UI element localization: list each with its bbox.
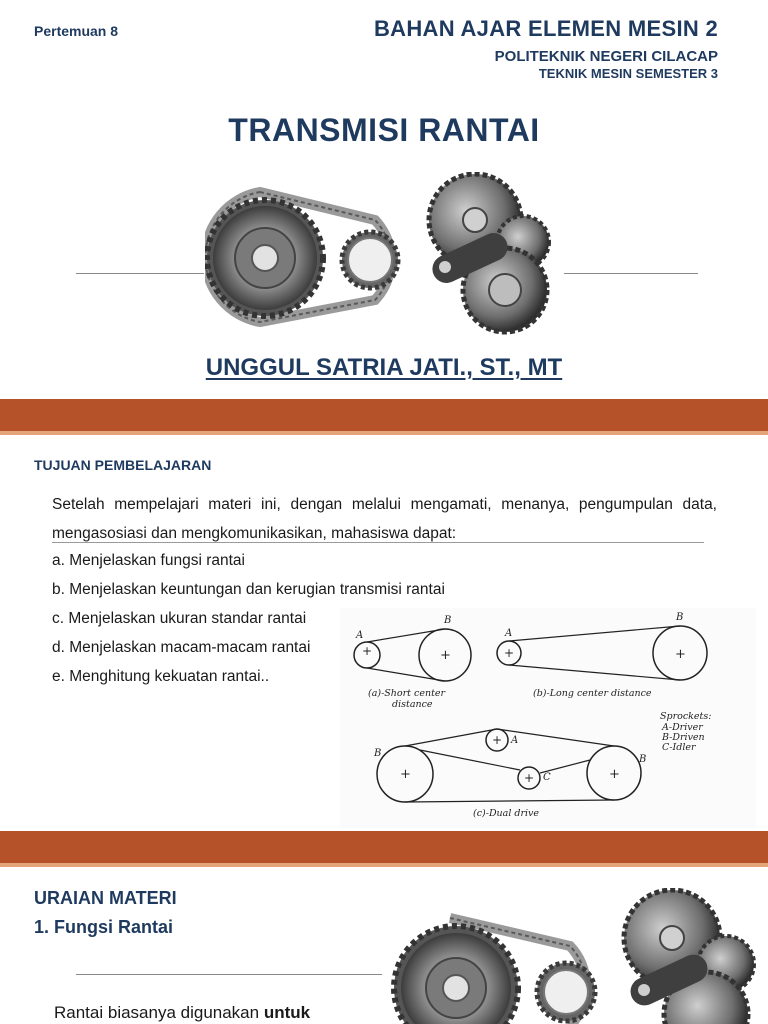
objectives-intro: Setelah mempelajari materi ini, dengan melalui mengamati, menanya, pengumpulan data, mengasosiasi dan mengkomunikasikan, mahasiswa dapat: — [52, 496, 717, 542]
meeting-label: Pertemuan 8 — [34, 23, 119, 39]
objective-item: a. Menjelaskan fungsi rantai — [52, 552, 246, 569]
caption-short-center-2: distance — [392, 699, 433, 710]
label-a: A — [356, 630, 364, 641]
svg-text:+: + — [524, 771, 535, 785]
chain-sprocket-image — [205, 172, 565, 337]
label-a: A — [511, 735, 519, 746]
label-b: B — [639, 754, 647, 765]
legend-driven: B-Driven — [662, 732, 705, 743]
caption-short-center: (a)-Short center — [368, 688, 446, 699]
caption-long-center: (b)-Long center distance — [533, 688, 652, 699]
objectives-heading: TUJUAN PEMBELAJARAN — [34, 457, 212, 473]
objective-item: c. Menjelaskan ukuran standar rantai — [52, 610, 307, 627]
objective-item: d. Menjelaskan macam-macam rantai — [52, 639, 311, 656]
caption-dual-drive: (c)-Dual drive — [473, 808, 540, 819]
svg-text:+: + — [400, 767, 411, 782]
svg-text:+: + — [675, 647, 686, 662]
material-subheading: 1. Fungsi Rantai — [34, 917, 174, 937]
material-heading: URAIAN MATERI — [34, 888, 177, 908]
legend-driver: A-Driver — [662, 722, 703, 733]
section-band — [0, 831, 768, 863]
section-band — [0, 399, 768, 431]
legend-title: Sprockets: — [660, 711, 712, 722]
page-title: TRANSMISI RANTAI — [228, 112, 540, 148]
intro-underline — [52, 542, 704, 543]
institution-name: POLITEKNIK NEGERI CILACAP — [494, 48, 718, 65]
label-b: B — [374, 748, 382, 759]
label-c: C — [543, 772, 551, 783]
chain-sprocket-image-2 — [390, 888, 768, 1024]
svg-text:+: + — [504, 646, 515, 660]
svg-text:+: + — [609, 767, 620, 782]
material-text: Rantai biasanya digunakan untuk — [54, 1003, 311, 1022]
department-name: TEKNIK MESIN SEMESTER 3 — [538, 66, 718, 81]
label-b: B — [676, 612, 684, 623]
divider-right — [564, 273, 698, 274]
objective-item: b. Menjelaskan keuntungan dan kerugian transmisi rantai — [52, 581, 445, 598]
course-title: BAHAN AJAR ELEMEN MESIN 2 — [373, 16, 718, 41]
objective-item: e. Menghitung kekuatan rantai.. — [52, 668, 270, 685]
label-a: A — [505, 628, 513, 639]
svg-text:+: + — [440, 648, 451, 663]
chain-drive-diagram — [340, 608, 756, 828]
svg-text:+: + — [492, 733, 503, 747]
author-name: UNGGUL SATRIA JATI., ST., MT — [205, 354, 563, 381]
label-b: B — [444, 615, 452, 626]
legend-idler: C-Idler — [662, 742, 696, 753]
svg-text:+: + — [362, 644, 373, 658]
divider-left — [76, 273, 204, 274]
divider-material — [76, 974, 382, 975]
